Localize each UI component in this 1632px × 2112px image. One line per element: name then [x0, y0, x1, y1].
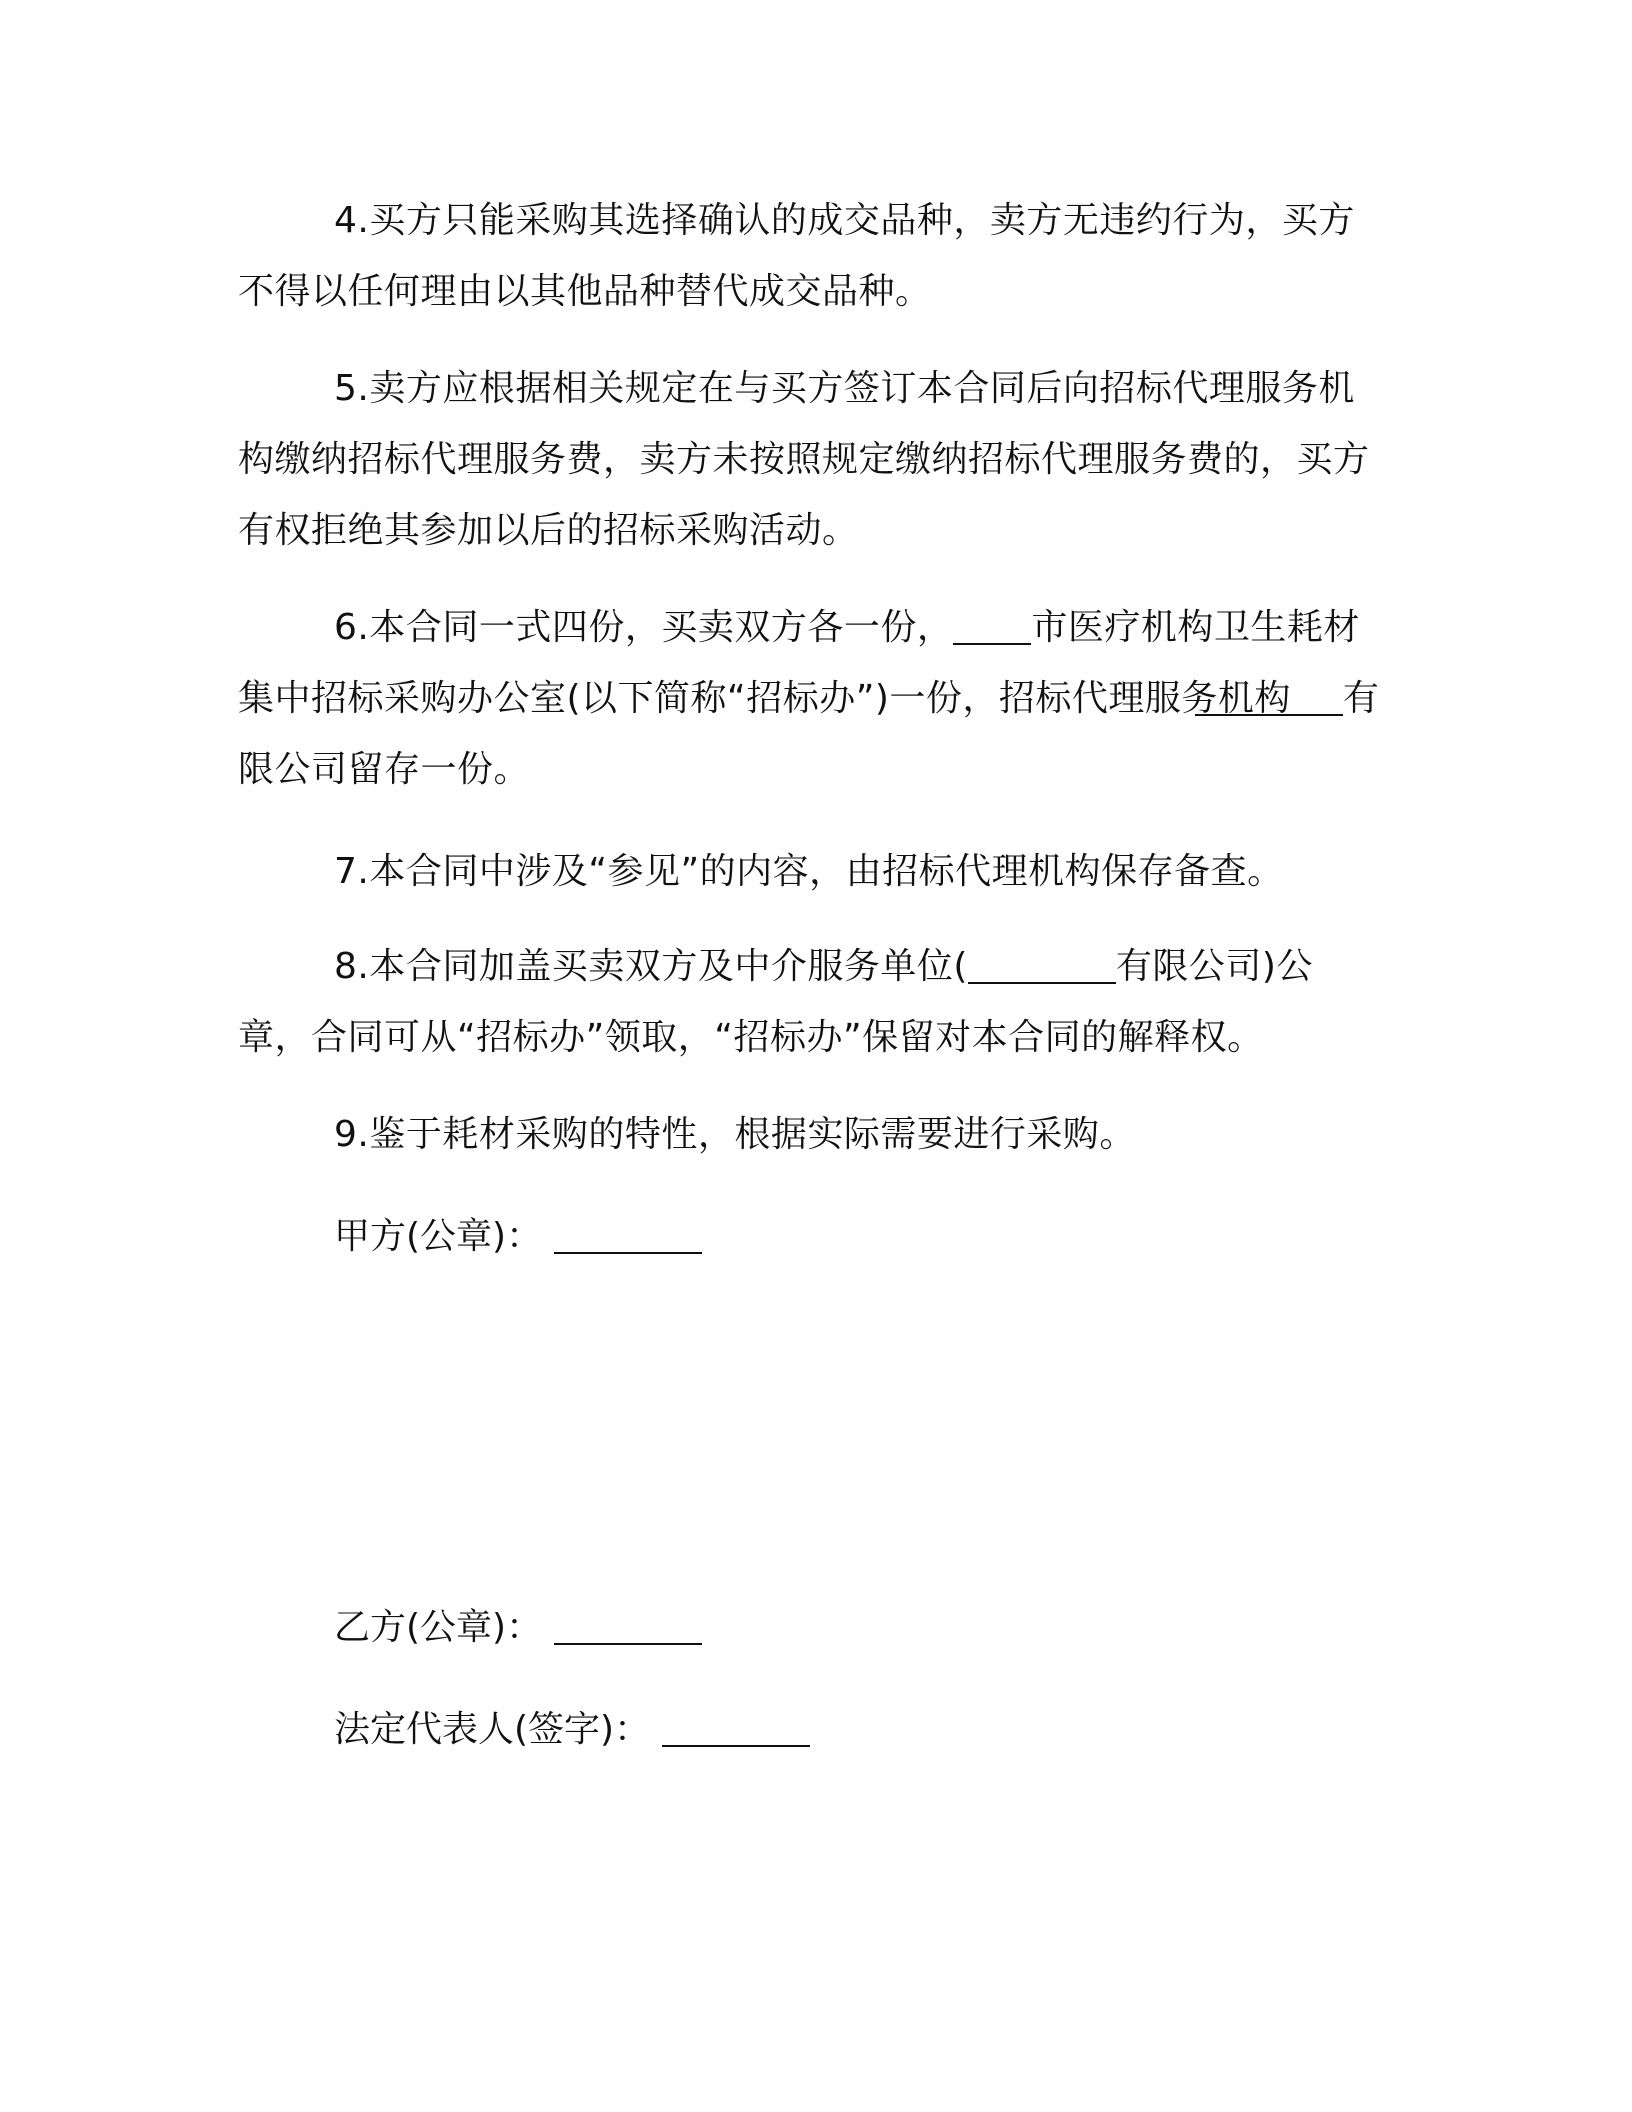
party-a-seal-blank: [554, 1216, 702, 1254]
intermediary-name-blank: [968, 946, 1116, 984]
clause-6-text-part1: 6.本合同一式四份，买卖双方各一份，: [334, 607, 954, 648]
clause-8-text-part2: 有限公司)公章，合同可从“招标办”领取，“招标办”保留对本合同的解释权。: [238, 946, 1313, 1058]
clause-4-text: 4.买方只能采购其选择确认的成交品种，卖方无违约行为，买方不得以任何理由以其他品种替代成交品种。: [238, 200, 1355, 312]
clause-6: [238, 592, 1380, 805]
clause-7-text: 7.本合同中涉及“参见”的内容，由招标代理机构保存备查。: [334, 851, 1284, 892]
clause-5-text: 5.卖方应根据相关规定在与买方签订本合同后向招标代理服务机构缴纳招标代理服务费，卖方未按照规定缴纳招标代理服务费的，买方有权拒绝其参加以后的招标采购活动。: [238, 368, 1370, 551]
party-b-label: 乙方(公章)：: [334, 1607, 543, 1648]
clause-8-text-part1: 8.本合同加盖买卖双方及中介服务单位(: [334, 946, 968, 987]
clause-9-text: 9.鉴于耗材采购的特性，根据实际需要进行采购。: [334, 1114, 1136, 1155]
clause-9: [238, 1099, 1380, 1170]
legal-rep-label: 法定代表人(签字)：: [334, 1709, 651, 1750]
party-b-signature: [334, 1603, 702, 1653]
party-b-seal-blank: [554, 1607, 702, 1645]
party-a-signature: [334, 1212, 702, 1262]
legal-rep-signature: [334, 1705, 810, 1755]
clause-6-text-part3: 有限公司留存一份。: [238, 678, 1380, 790]
clause-5: [238, 353, 1380, 566]
legal-rep-signature-blank: [662, 1709, 810, 1747]
clause-4: [238, 185, 1380, 327]
clause-6-text-part2: 市医疗机构卫生耗材集中招标采购办公室(以下简称“招标办”)一份，招标代理服务机构: [238, 607, 1360, 719]
party-a-label: 甲方(公章)：: [334, 1216, 543, 1257]
agency-name-blank: [1195, 678, 1343, 716]
city-blank: [953, 607, 1031, 645]
clause-7: [238, 836, 1380, 907]
clause-8: [238, 931, 1380, 1073]
